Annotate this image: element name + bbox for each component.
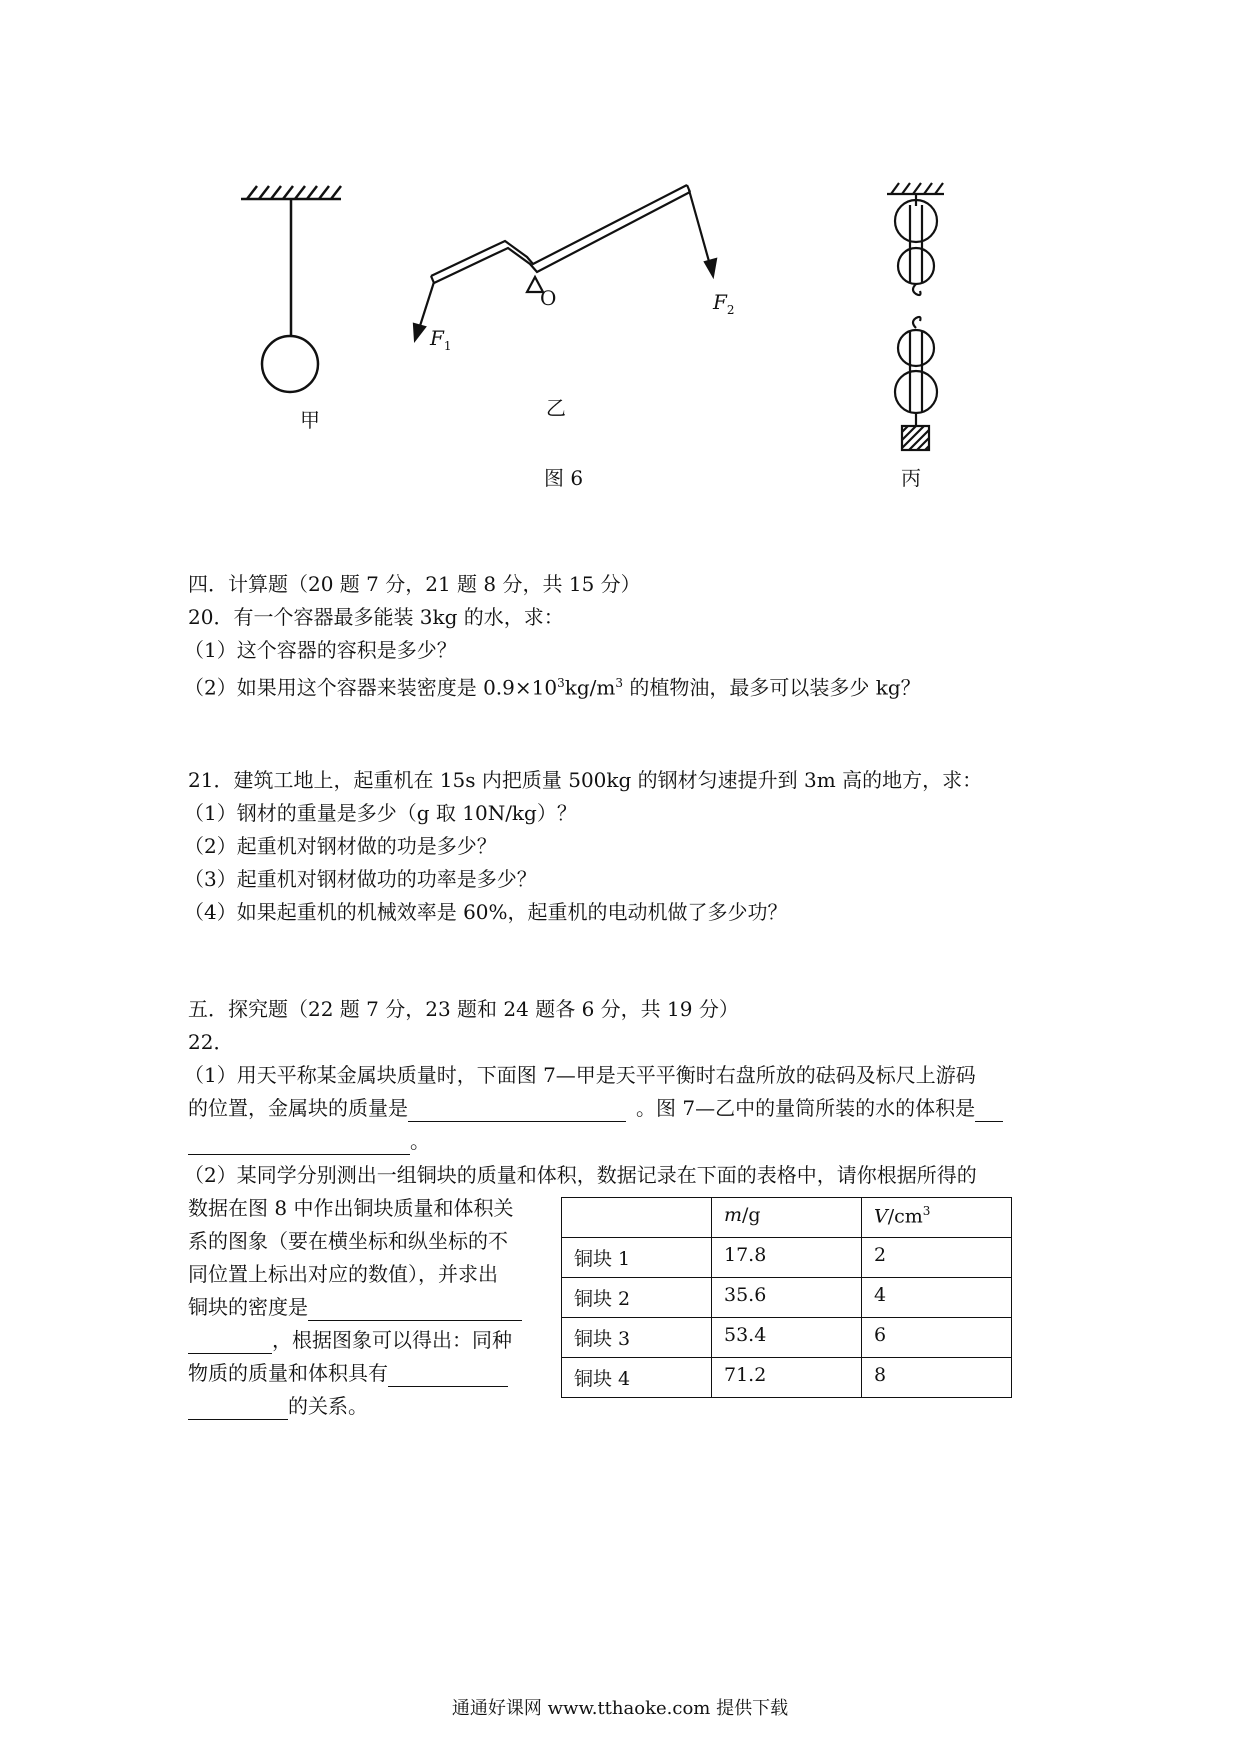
q21-part3: （3）起重机对钢材做功的功率是多少？ <box>184 867 537 891</box>
table-row <box>562 1238 1012 1278</box>
row-name: 铜块 1 <box>562 1238 712 1278</box>
figure-caption: 图 6 <box>544 466 584 490</box>
q22-number: 22． <box>188 1030 234 1054</box>
pendulum-diagram <box>241 186 341 392</box>
q22-part2-left2: 系的图象（要在横坐标和纵坐标的不 <box>188 1229 508 1253</box>
label-yi: 乙 <box>546 396 566 420</box>
answer-blank-volume[interactable] <box>188 1132 410 1155</box>
copper-data-table <box>561 1197 1012 1398</box>
row-name: 铜块 4 <box>562 1358 712 1398</box>
row-volume: 2 <box>862 1238 1012 1278</box>
table-row <box>562 1318 1012 1358</box>
row-mass: 17.8 <box>712 1238 862 1278</box>
label-bing: 丙 <box>901 466 921 490</box>
answer-blank-density[interactable] <box>308 1298 522 1321</box>
row-volume: 8 <box>862 1358 1012 1398</box>
q22-part2-line1: （2）某同学分别测出一组铜块的质量和体积，数据记录在下面的表格中，请你根据所得的 <box>184 1163 977 1187</box>
q21-part2: （2）起重机对钢材做的功是多少？ <box>184 834 497 858</box>
figure-6 <box>0 0 1240 500</box>
section5-heading: 五．探究题（22 题 7 分，23 题和 24 题各 6 分，共 19 分） <box>188 997 739 1021</box>
answer-blank-density-cont[interactable] <box>188 1331 272 1354</box>
page-footer: 通通好课网 www.tthaoke.com 提供下载 <box>451 1698 789 1719</box>
table-header-volume: $V/cm^3$ <box>862 1198 1012 1238</box>
q22-part2-left3: 同位置上标出对应的数值），并求出 <box>188 1262 498 1286</box>
row-mass: 71.2 <box>712 1358 862 1398</box>
answer-blank-relation-cont[interactable] <box>188 1397 288 1420</box>
row-mass: 35.6 <box>712 1278 862 1318</box>
label-jia: 甲 <box>300 408 320 432</box>
q22-part1-line3: 。 <box>188 1127 430 1155</box>
row-name: 铜块 3 <box>562 1318 712 1358</box>
q22-part2-left4: 铜块的密度是 <box>188 1293 522 1321</box>
force-f2-label: $F_2$ <box>713 290 735 317</box>
q20-part1: （1）这个容器的容积是多少？ <box>184 638 457 662</box>
q21-stem: 21．建筑工地上，起重机在 15s 内把质量 500kg 的钢材匀速提升到 3m 高的地方，求： <box>188 768 983 792</box>
q22-part1-line1: （1）用天平称某金属块质量时，下面图 7—甲是天平平衡时右盘所放的砝码及标尺上游码 <box>184 1063 976 1087</box>
q22-part2-left5: ，根据图象可以得出：同种 <box>188 1326 512 1354</box>
row-volume: 6 <box>862 1318 1012 1358</box>
row-volume: 4 <box>862 1278 1012 1318</box>
table-header-mass: m/g <box>712 1198 862 1238</box>
pulley-diagram <box>887 183 944 450</box>
table-row <box>562 1358 1012 1398</box>
pivot-label: O <box>540 286 557 310</box>
q22-part2-left6: 物质的质量和体积具有 <box>188 1359 508 1387</box>
q20-part2: （2）如果用这个容器来装密度是 $0.9\times 10^3kg/m^3$ 的植物油，最多可以装多少 kg？ <box>184 675 921 700</box>
q21-part4: （4）如果起重机的机械效率是 60%，起重机的电动机做了多少功？ <box>184 900 788 924</box>
table-header-empty <box>562 1198 712 1238</box>
answer-blank-volume-start[interactable] <box>975 1099 1003 1122</box>
table-header-row <box>562 1198 1012 1238</box>
q22-part1-line2: 的位置，金属块的质量是 。图 7—乙中的量筒所装的水的体积是 <box>188 1094 1003 1122</box>
table-row <box>562 1278 1012 1318</box>
q20-stem: 20．有一个容器最多能装 3kg 的水，求： <box>188 605 564 629</box>
answer-blank-mass[interactable] <box>408 1099 626 1122</box>
q22-part2-left7: 的关系。 <box>188 1392 368 1420</box>
section4-heading: 四．计算题（20 题 7 分，21 题 8 分，共 15 分） <box>188 572 641 596</box>
row-mass: 53.4 <box>712 1318 862 1358</box>
q21-part1: （1）钢材的重量是多少（g 取 10N/kg）？ <box>184 801 577 825</box>
force-f1-label: $F_1$ <box>430 326 452 353</box>
lever-diagram <box>414 185 716 340</box>
q22-part2-left1: 数据在图 8 中作出铜块质量和体积关 <box>188 1196 514 1220</box>
row-name: 铜块 2 <box>562 1278 712 1318</box>
answer-blank-relation[interactable] <box>388 1364 508 1387</box>
